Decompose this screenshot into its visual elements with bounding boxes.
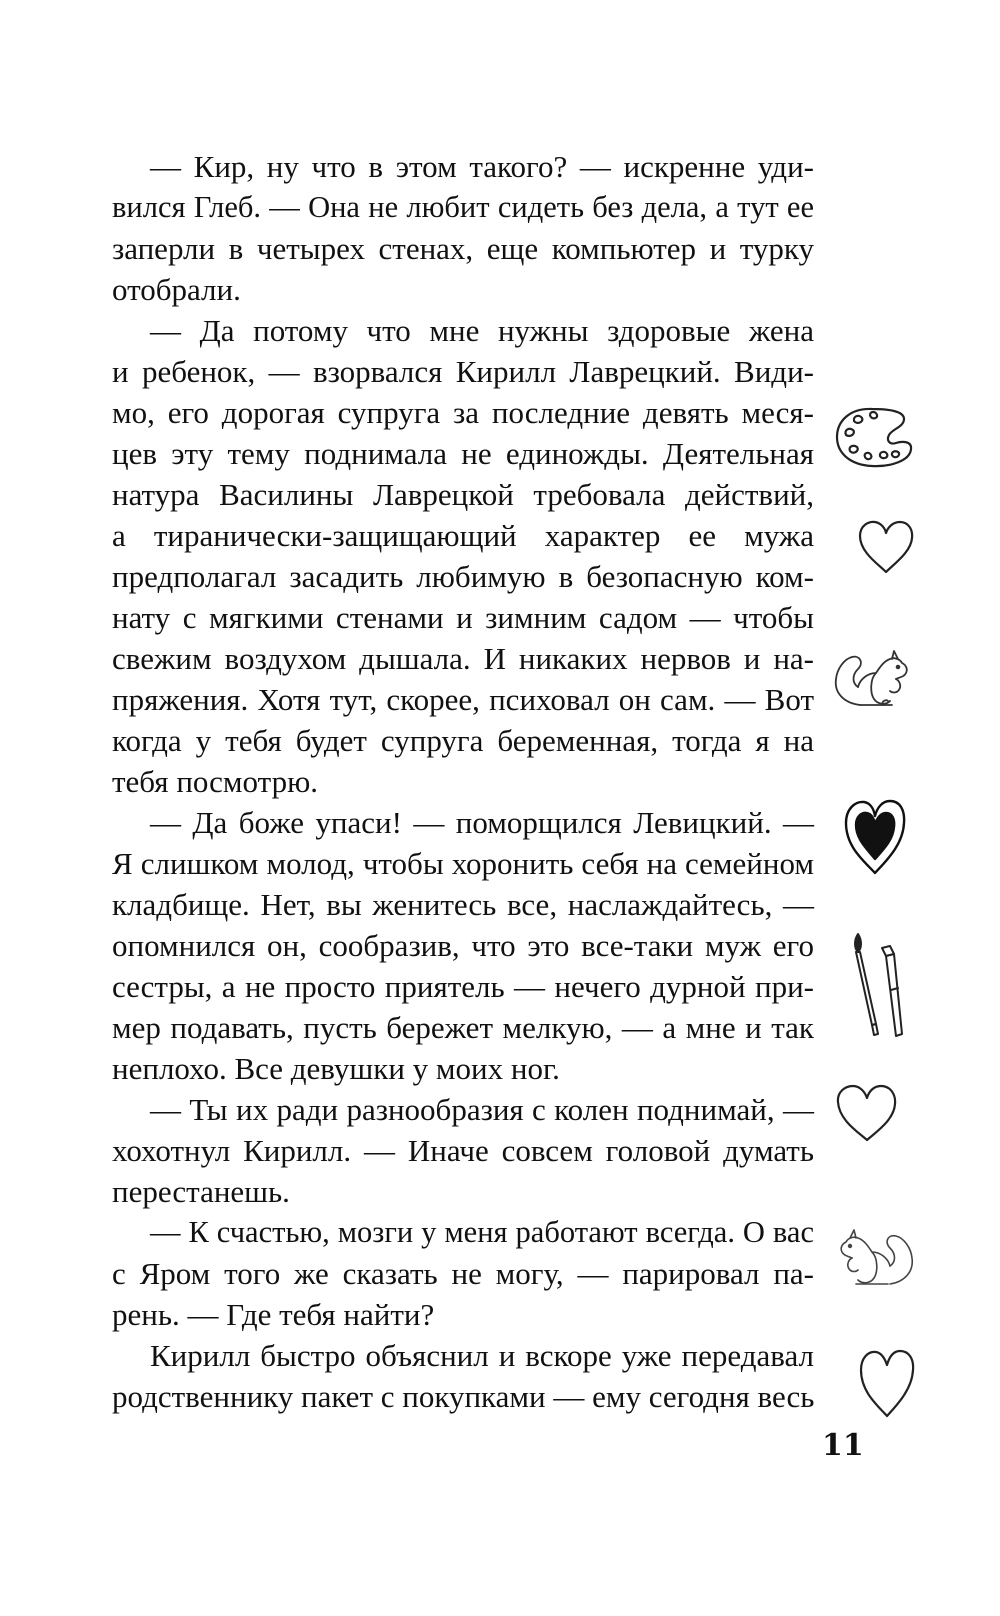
text-line: — Кир, ну что в этом такого? — искренне уди- (150, 149, 814, 184)
text-line: с Яром того же сказать не могу, — парировал па- (112, 1256, 814, 1291)
palette-icon (832, 405, 916, 471)
text-line: сестры, а не просто приятель — нечего дурной при- (112, 969, 814, 1004)
heart-outline-icon (856, 1346, 918, 1420)
text-line: цев эту тему поднимала не единожды. Деятельная (112, 436, 814, 471)
text-line: свежим воздухом дышала. И никаких нервов и на- (112, 641, 814, 676)
text-line: когда у тебя будет супруга беременная, тогда я на (112, 723, 814, 758)
body-text (112, 146, 814, 1417)
text-line: отобрали. (112, 272, 241, 307)
text-line: тебя посмотрю. (112, 764, 318, 799)
paintbrushes-icon (846, 930, 910, 1040)
text-line: хохотнул Кирилл. — Иначе совсем головой думать (112, 1133, 814, 1168)
text-line: пряжения. Хотя тут, скорее, психовал он сам. — Вот (112, 682, 814, 717)
text-line: неплохо. Все девушки у моих ног. (112, 1051, 560, 1086)
text-line: опомнился он, сообразив, что это все-таки муж его (112, 928, 814, 963)
text-line: Я слишком молод, чтобы хоронить себя на семейном (112, 846, 814, 881)
text-line: Кирилл быстро объяснил и вскоре уже передавал (150, 1338, 814, 1373)
text-line: нату с мягкими стенами и зимним садом — чтобы (112, 600, 814, 635)
heart-outline-icon (834, 1082, 900, 1144)
text-line: — Да потому что мне нужны здоровые жена (150, 313, 814, 348)
text-line: мер подавать, пусть бережет мелкую, — а мне и так (112, 1010, 814, 1045)
text-line: родственнику пакет с покупками — ему сегодня весь (112, 1379, 815, 1414)
heart-filled-icon (842, 797, 908, 877)
text-line: — К счастью, мозги у меня работают всегда. О вас (150, 1215, 814, 1249)
text-line: заперли в четырех стенах, еще компьютер и турку (112, 231, 814, 266)
squirrel-icon (830, 645, 914, 711)
text-line: рень. — Где тебя найти? (112, 1297, 435, 1332)
text-line: — Ты их ради разнообразия с колен поднимай, — (150, 1092, 814, 1127)
text-line: натура Василины Лаврецкой требовала действий, (112, 477, 814, 512)
text-line: предполагал засадить любимую в безопасную ком- (112, 559, 814, 594)
text-line: — Да боже упаси! — поморщился Левицкий. — (150, 805, 814, 840)
text-line: перестанешь. (112, 1174, 290, 1209)
text-line: вился Глеб. — Она не любит сидеть без дела, а тут ее (112, 190, 814, 224)
text-line: мо, его дорогая супруга за последние девять меся- (112, 395, 814, 430)
heart-outline-icon (856, 518, 916, 576)
squirrel-icon (836, 1226, 918, 1290)
page-number: 11 (822, 1428, 864, 1463)
text-line: кладбище. Нет, вы женитесь все, наслаждайтесь, — (112, 887, 814, 922)
text-line: а тиранически-защищающий характер ее мужа (112, 518, 814, 553)
text-line: и ребенок, — взорвался Кирилл Лаврецкий. Види- (112, 354, 814, 389)
